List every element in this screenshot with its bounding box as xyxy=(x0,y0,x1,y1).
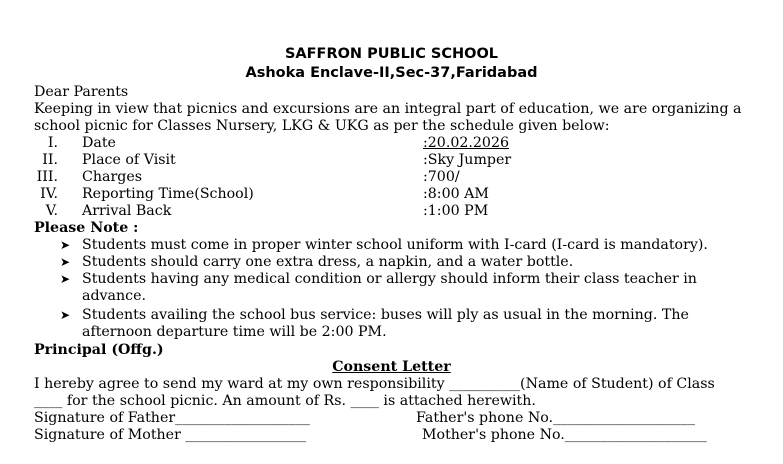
intro-line-2: school picnic for Classes Nursery, LKG & UKG as per the schedule given below: xyxy=(34,118,610,134)
arrow-bullet-icon: ➤ xyxy=(60,272,71,286)
note-item: Students availing the school bus service: buses will ply as usual in the morning. The xyxy=(82,307,689,323)
note-item: Students should carry one extra dress, a napkin, and a water bottle. xyxy=(82,254,574,270)
consent-line-1: I hereby agree to send my ward at my own responsibility __________(Name of Student) of Class xyxy=(34,376,715,392)
note-heading: Please Note : xyxy=(34,220,139,236)
schedule-value: :8:00 AM xyxy=(423,186,489,202)
father-signature-field: Signature of Father___________________ xyxy=(34,410,310,426)
schedule-label: Charges xyxy=(82,169,142,185)
note-item-continuation: afternoon departure time will be 2:00 PM. xyxy=(82,324,387,340)
schedule-num: V. xyxy=(45,203,58,219)
schedule-num: II. xyxy=(42,152,58,168)
schedule-label: Date xyxy=(82,135,116,151)
schedule-num: III. xyxy=(36,169,58,185)
note-item: Students must come in proper winter school uniform with I-card (I-card is mandatory). xyxy=(82,237,708,253)
schedule-value: :20.02.2026 xyxy=(423,135,510,151)
schedule-value: :Sky Jumper xyxy=(423,152,512,168)
note-item-continuation: advance. xyxy=(82,288,147,304)
school-name: SAFFRON PUBLIC SCHOOL xyxy=(284,46,499,62)
arrow-bullet-icon: ➤ xyxy=(60,308,71,322)
school-address: Ashoka Enclave-II,Sec-37,Faridabad xyxy=(245,65,538,81)
schedule-value: :700/ xyxy=(423,169,460,185)
schedule-value: :1:00 PM xyxy=(423,203,489,219)
schedule-label: Reporting Time(School) xyxy=(82,186,254,202)
mother-phone-field: Mother's phone No.____________________ xyxy=(422,427,707,443)
salutation: Dear Parents xyxy=(34,84,129,100)
intro-line-1: Keeping in view that picnics and excursions are an integral part of education, we are organizing a xyxy=(34,101,742,117)
schedule-num: I. xyxy=(47,135,58,151)
principal-signoff: Principal (Offg.) xyxy=(34,342,164,358)
consent-line-2: ____ for the school picnic. An amount of Rs. ____ is attached herewith. xyxy=(34,393,536,409)
mother-signature-field: Signature of Mother _________________ xyxy=(34,427,306,443)
schedule-label: Place of Visit xyxy=(82,152,176,168)
note-item: Students having any medical condition or allergy should inform their class teacher in xyxy=(82,271,697,287)
arrow-bullet-icon: ➤ xyxy=(60,238,71,252)
arrow-bullet-icon: ➤ xyxy=(60,255,71,269)
schedule-label: Arrival Back xyxy=(82,203,172,219)
consent-title: Consent Letter xyxy=(332,359,451,375)
schedule-num: IV. xyxy=(40,186,58,202)
father-phone-field: Father's phone No.____________________ xyxy=(416,410,695,426)
